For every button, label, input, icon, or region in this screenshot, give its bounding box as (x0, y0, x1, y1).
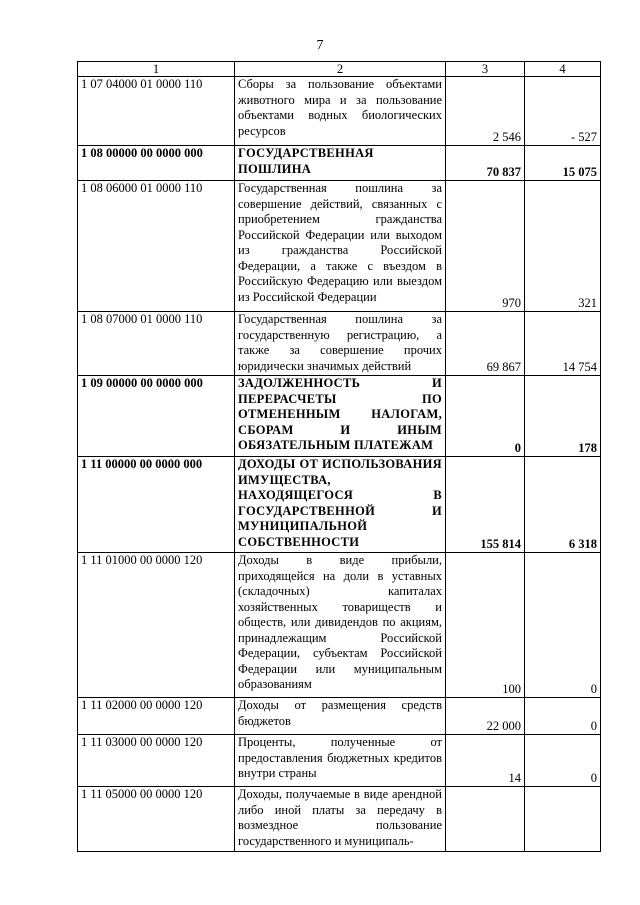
income-name: Сборы за пользование объектами животного мира и за пользование объектами водных биологических ресурсов (235, 77, 446, 146)
value-col4: 0 (525, 698, 601, 735)
budget-code: 1 08 00000 00 0000 000 (78, 146, 235, 181)
header-cell: 3 (446, 62, 525, 77)
value-col4: 0 (525, 735, 601, 787)
value-col4: 321 (525, 181, 601, 312)
income-name: Государственная пошлина за совершение действий, связанных с приобретением гражданства Российской Федерации или выходом из гражданства Российской Федерации, а также с въездом в Российскую Федерацию или выездом из Российской Федерации (235, 181, 446, 312)
value-col4: 178 (525, 376, 601, 457)
income-name: ДОХОДЫ ОТ ИСПОЛЬЗОВАНИЯ ИМУЩЕСТВА, НАХОДЯЩЕГОСЯ В ГОСУДАРСТВЕННОЙ И МУНИЦИПАЛЬНОЙ СОБСТВЕННОСТИ (235, 457, 446, 553)
budget-code: 1 09 00000 00 0000 000 (78, 376, 235, 457)
budget-code: 1 11 00000 00 0000 000 (78, 457, 235, 553)
value-col3 (446, 787, 525, 852)
value-col4 (525, 787, 601, 852)
value-col4: 15 075 (525, 146, 601, 181)
budget-code: 1 08 06000 01 0000 110 (78, 181, 235, 312)
income-name: ГОСУДАРСТВЕННАЯ ПОШЛИНА (235, 146, 446, 181)
table-row (78, 146, 601, 181)
budget-code: 1 07 04000 01 0000 110 (78, 77, 235, 146)
header-cell: 2 (235, 62, 446, 77)
income-name: Доходы, получаемые в виде арендной либо иной платы за передачу в возмездное пользование государственного и муниципаль- (235, 787, 446, 852)
income-name: Доходы от размещения средств бюджетов (235, 698, 446, 735)
table-row (78, 735, 601, 787)
income-name: ЗАДОЛЖЕННОСТЬ И ПЕРЕРАСЧЕТЫ ПО ОТМЕНЕННЫМ НАЛОГАМ, СБОРАМ И ИНЫМ ОБЯЗАТЕЛЬНЫМ ПЛАТЕЖАМ (235, 376, 446, 457)
table-row (78, 553, 601, 698)
table-row (78, 181, 601, 312)
value-col3: 2 546 (446, 77, 525, 146)
value-col3: 155 814 (446, 457, 525, 553)
value-col3: 69 867 (446, 312, 525, 376)
value-col3: 970 (446, 181, 525, 312)
value-col3: 70 837 (446, 146, 525, 181)
table-row (78, 457, 601, 553)
budget-code: 1 08 07000 01 0000 110 (78, 312, 235, 376)
table-row (78, 77, 601, 146)
header-cell: 4 (525, 62, 601, 77)
table-row (78, 312, 601, 376)
table-row (78, 698, 601, 735)
budget-code: 1 11 03000 00 0000 120 (78, 735, 235, 787)
budget-code: 1 11 05000 00 0000 120 (78, 787, 235, 852)
header-cell: 1 (78, 62, 235, 77)
value-col4: 6 318 (525, 457, 601, 553)
value-col3: 14 (446, 735, 525, 787)
value-col3: 0 (446, 376, 525, 457)
budget-table (77, 61, 601, 852)
value-col4: 0 (525, 553, 601, 698)
table-header-row (78, 62, 601, 77)
table-row (78, 376, 601, 457)
value-col3: 22 000 (446, 698, 525, 735)
budget-code: 1 11 01000 00 0000 120 (78, 553, 235, 698)
table-row (78, 787, 601, 852)
page-number: 7 (316, 38, 324, 53)
value-col4: - 527 (525, 77, 601, 146)
value-col3: 100 (446, 553, 525, 698)
budget-code: 1 11 02000 00 0000 120 (78, 698, 235, 735)
income-name: Проценты, полученные от предоставления бюджетных кредитов внутри страны (235, 735, 446, 787)
income-name: Доходы в виде прибыли, приходящейся на доли в уставных (складочных) капиталах хозяйственных товариществ и обществ, или дивидендов по акциям, принадлежащим Российской Федерации, субъектам Российской Федерации или муниципальным образованиям (235, 553, 446, 698)
value-col4: 14 754 (525, 312, 601, 376)
income-name: Государственная пошлина за государственную регистрацию, а также за совершение прочих юридически значимых действий (235, 312, 446, 376)
